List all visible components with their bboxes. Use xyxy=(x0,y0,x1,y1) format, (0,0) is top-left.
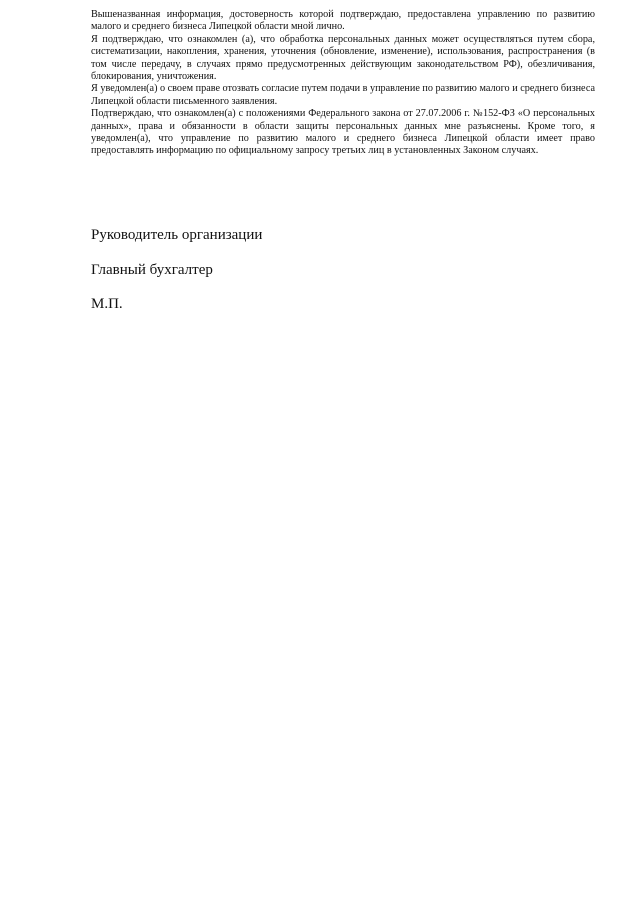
paragraph-withdrawal-right: Я уведомлен(а) о своем праве отозвать согласие путем подачи в управление по развитию малого и среднего бизнеса Липецкой области письменного заявления. xyxy=(91,83,595,107)
signature-accountant-label: Главный бухгалтер xyxy=(91,262,213,278)
signature-head-label: Руководитель организации xyxy=(91,227,263,243)
stamp-place-label: М.П. xyxy=(91,296,123,312)
paragraph-law-acknowledgement: Подтверждаю, что ознакомлен(а) с положениями Федерального закона от 27.07.2006 г. №152-ФЗ «О персональных данных», права и обязанности в области защиты персональных данных мне разъяснены. Кроме того, я уведомлен(а), что управление по развитию малого и среднего бизнеса Липецкой области имеет право предоставлять информацию по официальному запросу третьих лиц в установленных Законом случаях. xyxy=(91,108,595,157)
paragraph-processing-consent: Я подтверждаю, что ознакомлен (а), что обработка персональных данных может осуществляться путем сбора, систематизации, накопления, хранения, уточнения (обновление, изменение), использования, распространения (в том числе передачу, в случаях прямо предусмотренных действующим законодательством РФ), обезличивания, блокирования, уничтожения. xyxy=(91,33,595,83)
consent-text xyxy=(91,9,595,158)
paragraph-info-provided: Вышеназванная информация, достоверность которой подтверждаю, предоставлена управлению по развитию малого и среднего бизнеса Липецкой области мной лично. xyxy=(91,9,595,33)
